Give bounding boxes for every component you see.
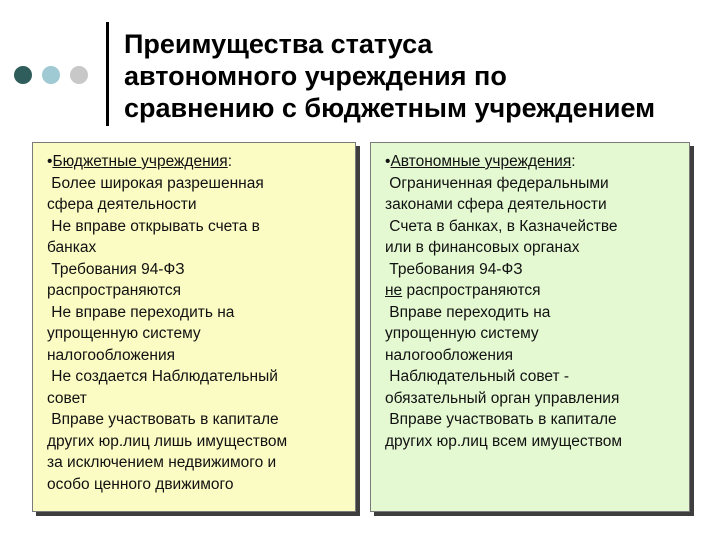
budget-institutions-box bbox=[32, 142, 356, 512]
text-line: банках bbox=[47, 239, 97, 256]
bullet: • bbox=[47, 153, 53, 170]
title-divider bbox=[106, 22, 109, 126]
text-line: сфера деятельности bbox=[47, 196, 197, 213]
title-line-2: автономного учреждения по bbox=[124, 61, 507, 91]
text-line: обязательный орган управления bbox=[385, 389, 620, 407]
text-line: совет bbox=[47, 389, 87, 407]
text-line: налогообложения bbox=[47, 346, 176, 364]
text-line: Требования 94-ФЗ bbox=[385, 260, 523, 278]
text-line: или в финансовых органах bbox=[385, 239, 580, 256]
title-line-3: сравнению с бюджетным учреждением bbox=[124, 93, 656, 123]
budget-heading bbox=[47, 151, 345, 173]
text-line: упрощенную систему bbox=[385, 325, 539, 342]
heading-colon: : bbox=[571, 153, 576, 170]
heading-colon: : bbox=[227, 153, 232, 170]
autonomous-heading-text: Автономные учреждения bbox=[390, 153, 572, 170]
text-line: других юр.лиц всем имуществом bbox=[385, 432, 623, 450]
text-line: распространяются bbox=[47, 282, 182, 299]
negation-rest: распространяются bbox=[402, 282, 541, 299]
slide-title bbox=[124, 28, 704, 124]
decor-dot-blue bbox=[42, 66, 60, 84]
text-line: Вправе переходить на bbox=[385, 303, 551, 321]
text-line: особо ценного движимого bbox=[47, 475, 234, 493]
text-line: других юр.лиц лишь имуществом bbox=[47, 432, 288, 450]
text-line: Не вправе переходить на bbox=[47, 303, 235, 321]
negation-line bbox=[385, 280, 679, 302]
text-line: налогообложения bbox=[385, 346, 514, 364]
autonomous-heading bbox=[385, 151, 679, 173]
autonomous-institutions-box bbox=[370, 142, 690, 512]
text-line: за исключением недвижимого и bbox=[47, 454, 277, 471]
text-line: законами сфера деятельности bbox=[385, 196, 607, 213]
text-line: Вправе участвовать в капитале bbox=[47, 411, 279, 428]
text-line: Счета в банках, в Казначействе bbox=[385, 217, 618, 235]
bullet: • bbox=[385, 153, 391, 170]
text-line: Требования 94-ФЗ bbox=[47, 260, 185, 278]
text-line: Не вправе открывать счета в bbox=[47, 217, 260, 235]
negation-word: не bbox=[385, 282, 403, 299]
text-line: Наблюдательный совет - bbox=[385, 368, 570, 385]
text-line: Более широкая разрешенная bbox=[47, 174, 264, 192]
decor-dot-gray bbox=[70, 66, 88, 84]
text-line: Вправе участвовать в капитале bbox=[385, 411, 617, 428]
text-line: упрощенную систему bbox=[47, 325, 201, 342]
budget-heading-text: Бюджетные учреждения bbox=[52, 153, 228, 170]
text-line: Ограниченная федеральными bbox=[385, 174, 609, 192]
text-line: Не создается Наблюдательный bbox=[47, 368, 278, 385]
title-line-1: Преимущества статуса bbox=[124, 29, 433, 59]
decor-dot-dark bbox=[14, 66, 32, 84]
